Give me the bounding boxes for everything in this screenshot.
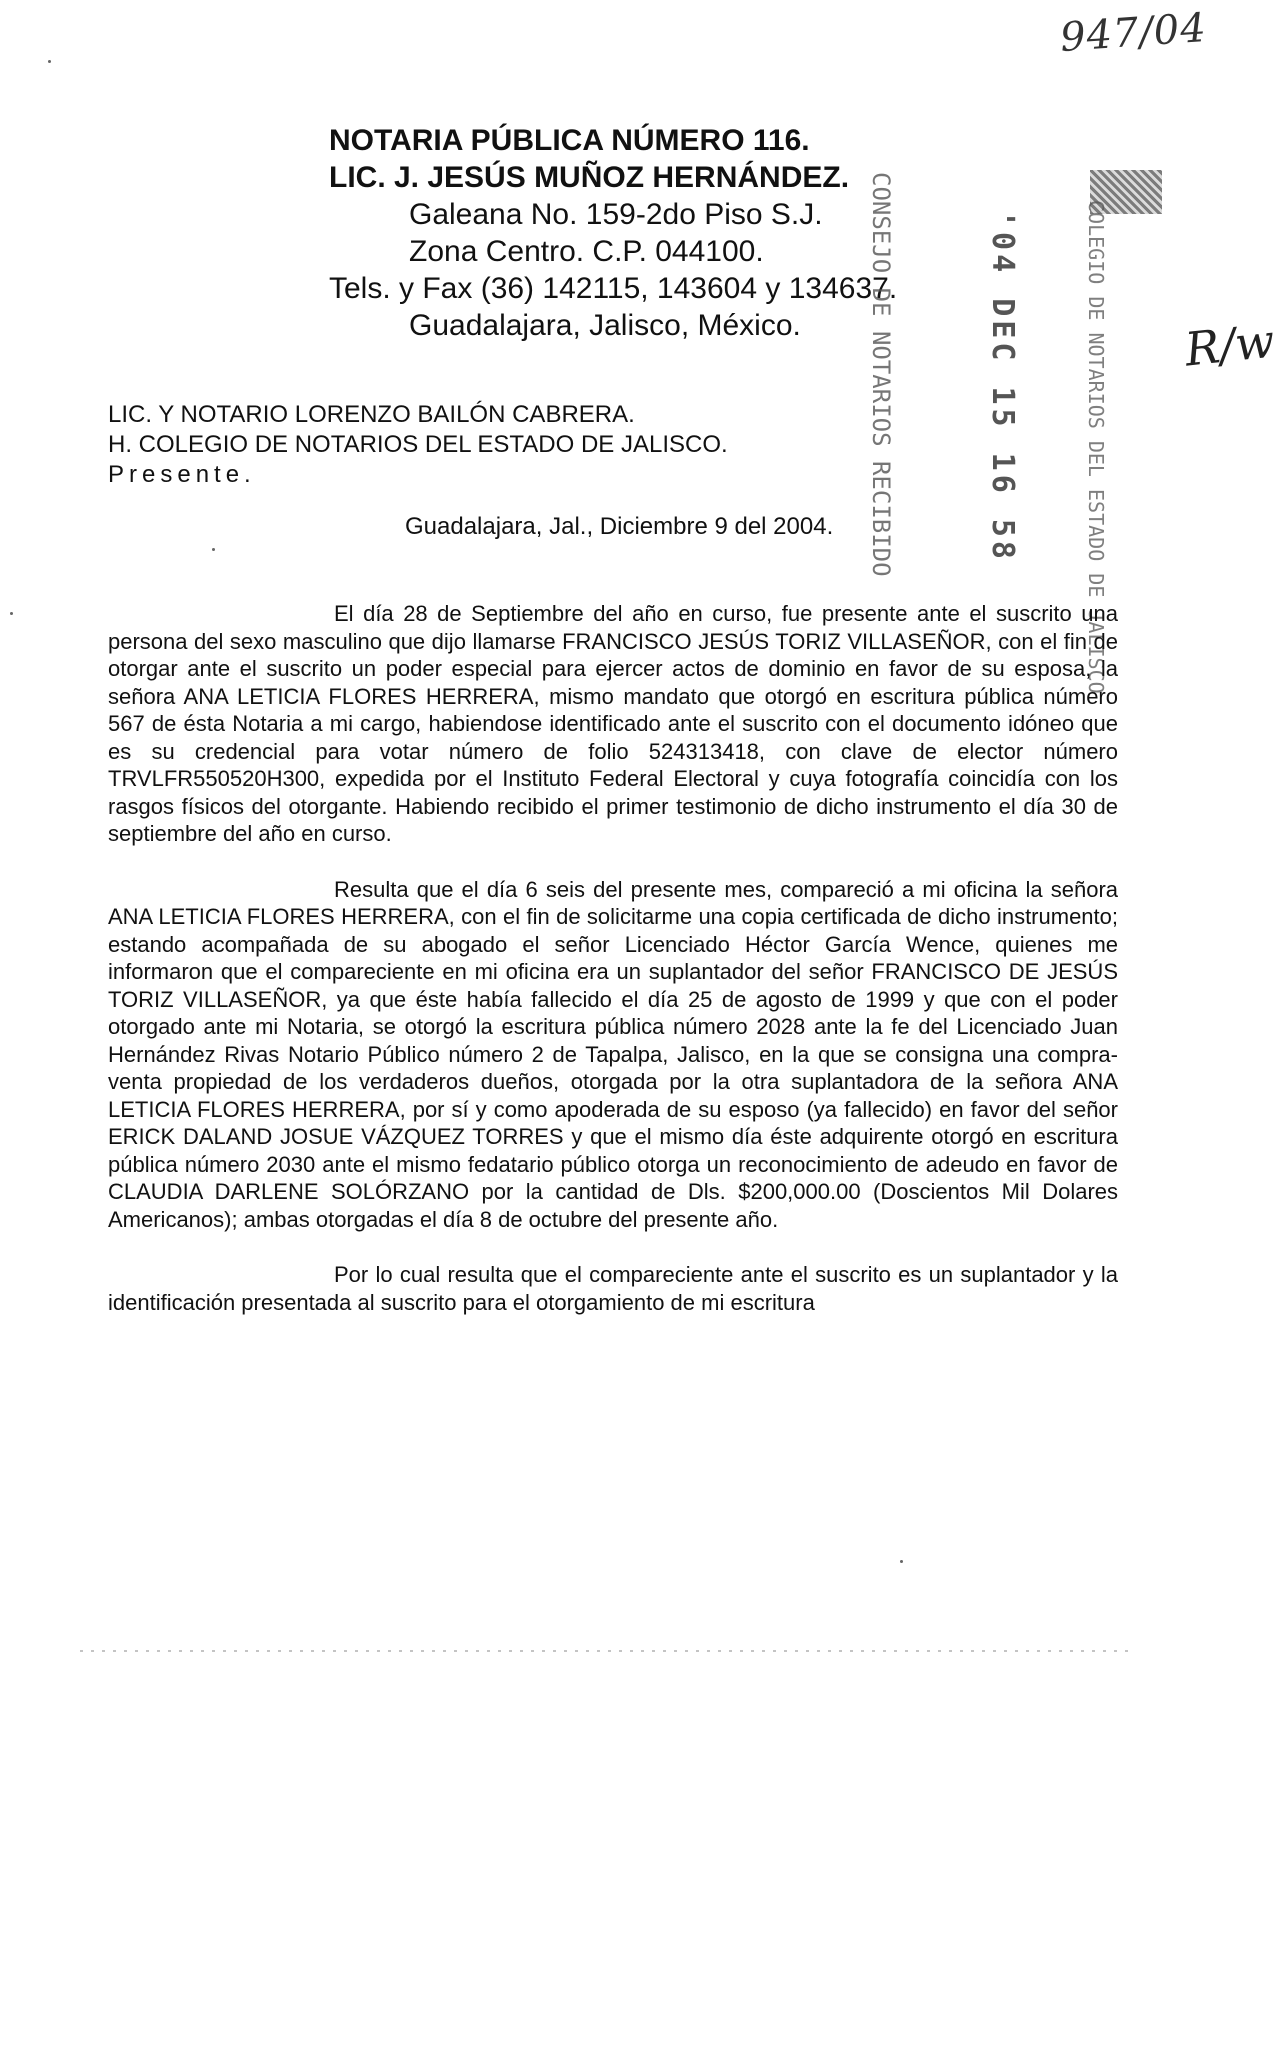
greeting: Presente. xyxy=(108,461,256,488)
addressee-block xyxy=(108,400,728,490)
phones-line: Tels. y Fax (36) 142115, 143604 y 134637. xyxy=(329,272,898,305)
handwritten-initials: R/w xyxy=(1182,313,1277,377)
address-line-1: Galeana No. 159-2do Piso S.J. xyxy=(409,198,823,231)
handwritten-file-number: 947/04 xyxy=(1058,4,1209,62)
letter-date: Guadalajara, Jal., Diciembre 9 del 2004. xyxy=(405,513,834,540)
college-stamp: COLEGIO DE NOTARIOS DEL ESTADO DE JALISCO xyxy=(1084,200,1108,694)
addressee-org: H. COLEGIO DE NOTARIOS DEL ESTADO DE JALISCO. xyxy=(108,431,728,458)
scan-speck xyxy=(900,1560,903,1563)
scan-speck xyxy=(48,60,51,63)
received-stamp: CONSEJO DE NOTARIOS RECIBIDO xyxy=(867,172,895,577)
addressee-name: LIC. Y NOTARIO LORENZO BAILÓN CABRERA. xyxy=(108,401,635,428)
paragraph-3: Por lo cual resulta que el compareciente ante el suscrito es un suplantador y la identificación presentada al suscrito para el otorgamiento de mi escritura xyxy=(108,1262,1118,1315)
notary-name: LIC. J. JESÚS MUÑOZ HERNÁNDEZ. xyxy=(329,161,850,194)
paragraph-2: Resulta que el día 6 seis del presente mes, compareció a mi oficina la señora ANA LETICIA FLORES HERRERA, con el fin de solicitarme una copia certificada de dicho instrumento; estando acompañada de su abogado el señor Licenciado Héctor García Wence, quienes me informaron que el compareciente en mi oficina era un suplantador del señor FRANCISCO DE JESÚS TORIZ VILLASEÑOR, ya que éste había fallecido el día 25 de agosto de 1999 y que con el poder otorgado ante mi Notaria, se otorgó la escritura pública número 2028 ante la fe del Licenciado Juan Hernández Rivas Notario Público número 2 de Tapalpa, Jalisco, en la que se consigna una compra-venta propiedad de los verdaderos dueños, otorgada por la otra suplantadora de la señora ANA LETICIA FLORES HERRERA, por sí y como apoderada de su esposo (ya fallecido) en favor del señor ERICK DALAND JOSUE VÁZQUEZ TORRES y que el mismo día éste adquirente otorgó en escritura pública número 2030 ante el mismo fedatario público otorga un reconocimiento de adeudo en favor de CLAUDIA DARLENE SOLÓRZANO por la cantidad de Dls. $200,000.00 (Doscientos Mil Dolares Americanos); ambas otorgadas el día 8 de octubre del presente año. xyxy=(108,876,1118,1232)
address-line-2: Zona Centro. C.P. 044100. xyxy=(409,235,764,268)
scan-speck xyxy=(10,612,13,615)
paragraph-1: El día 28 de Septiembre del año en curso, fue presente ante el suscrito una persona del sexo masculino que dijo llamarse FRANCISCO JESÚS TORIZ VILLASEÑOR, con el fin de otorgar ante el suscrito un poder especial para ejercer actos de dominio en favor de su esposa, la señora ANA LETICIA FLORES HERRERA, mismo mandato que otorgó en escritura pública número 567 de ésta Notaria a mi cargo, habiendose identificado ante el suscrito con el documento idóneo que es su credencial para votar número de folio 524313418, con clave de elector número TRVLFR550520H300, expedida por el Instituto Federal Electoral y cuya fotografía coincidía con los rasgos físicos del otorgante. Habiendo recibido el primer testimonio de dicho instrumento el día 30 de septiembre del año en curso. xyxy=(108,601,1118,846)
date-stamp: '04 DEC 15 16 58 xyxy=(985,210,1020,563)
scan-noise-line xyxy=(80,1650,1130,1652)
city-line: Guadalajara, Jalisco, México. xyxy=(409,309,801,342)
letterhead xyxy=(329,122,897,344)
letterhead-title: NOTARIA PÚBLICA NÚMERO 116. xyxy=(329,124,810,157)
scan-speck xyxy=(212,548,215,551)
letter-body xyxy=(108,600,1118,1344)
